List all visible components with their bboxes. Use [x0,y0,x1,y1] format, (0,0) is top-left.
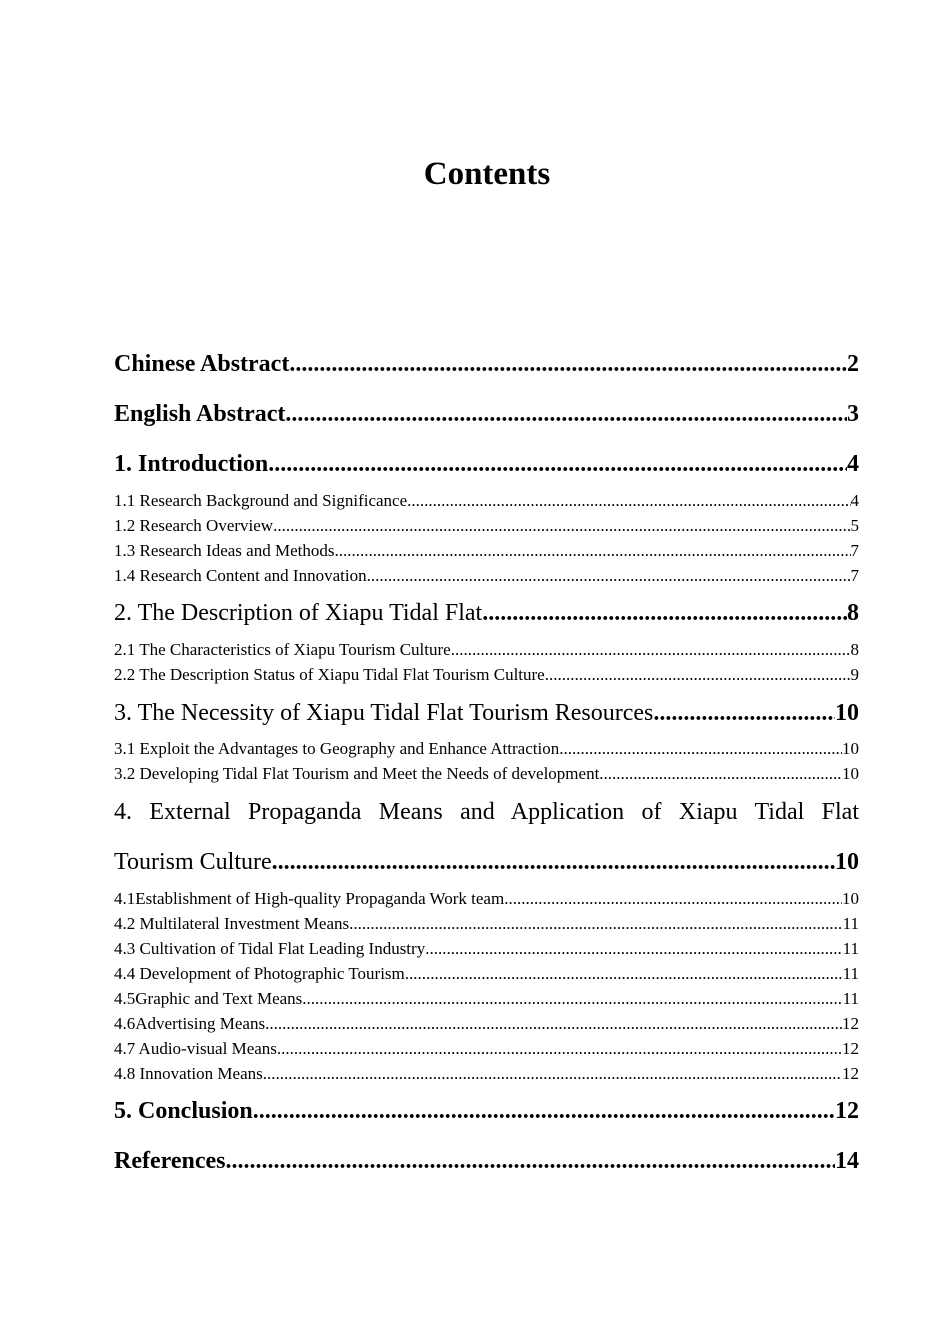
toc-entry-page: 12 [842,1064,859,1083]
dot-leader [263,1063,842,1085]
toc-entry-page: 2 [847,351,859,377]
dot-leader [599,763,842,785]
toc-entry-page: 11 [842,964,859,983]
dot-leader [482,598,847,628]
toc-entry-page: 4 [847,451,859,477]
toc-entry-1-4[interactable] [114,565,859,587]
toc-entry-page: 11 [842,914,859,933]
toc-entry-page: 3 [847,401,859,427]
toc-entry-label: 1.3 Research Ideas and Methods [114,541,335,560]
dot-leader [334,540,850,562]
toc-entry-4-6[interactable] [114,1013,859,1035]
toc-entry-4-5[interactable] [114,988,859,1010]
toc-entry-1-2[interactable] [114,515,859,537]
toc-entry-label: 4.2 Multilateral Investment Means [114,914,350,933]
toc-entry-label: 4.8 Innovation Means [114,1064,263,1083]
toc-entry-page: 10 [835,700,859,726]
toc-entry-label: 3.2 Developing Tidal Flat Tourism and Meet the Needs of development [114,764,600,783]
toc-entry-page: 4 [850,491,859,510]
dot-leader [302,988,842,1010]
toc-entry-1-3[interactable] [114,540,859,562]
toc-entry-page: 12 [835,1098,859,1124]
dot-leader [504,888,842,910]
dot-leader [405,963,843,985]
dot-leader [349,913,843,935]
toc-entry-label: 2.1 The Characteristics of Xiapu Tourism Culture [114,640,451,659]
toc-entry-label: 4.3 Cultivation of Tidal Flat Leading Industry [114,939,426,958]
toc-entry-page: 11 [842,989,859,1008]
toc-entry-2-2[interactable] [114,664,859,686]
toc-entry-necessity[interactable] [114,698,859,728]
dot-leader [545,664,851,686]
toc-entry-page: 10 [842,764,859,783]
dot-leader [559,738,842,760]
toc-entry-introduction[interactable] [114,449,859,479]
toc-entry-label: 2.2 The Description Status of Xiapu Tidal Flat Tourism Culture [114,665,545,684]
dot-leader [367,565,851,587]
dot-leader [226,1146,836,1176]
dot-leader [425,938,842,960]
toc-entry-4-4[interactable] [114,963,859,985]
toc-entry-conclusion[interactable] [114,1096,859,1126]
toc-entry-4-1[interactable] [114,888,859,910]
toc-entry-2-1[interactable] [114,639,859,661]
dot-leader [277,1038,842,1060]
toc-entry-page: 14 [835,1148,859,1174]
toc-entry-page: 11 [842,939,859,958]
toc-entry-page: 7 [850,566,859,585]
dot-leader [451,639,851,661]
toc-entry-label: 4.6Advertising Means [114,1014,266,1033]
dot-leader [268,449,847,479]
toc-entry-label: 4.5Graphic and Text Means [114,989,303,1008]
toc-entry-label: 5. Conclusion [114,1098,253,1124]
toc-entry-label: References [114,1148,226,1174]
dot-leader [273,515,850,537]
page-title: Contents [423,156,551,192]
toc-entry-label: 1.1 Research Background and Significance [114,491,408,510]
toc-entry-label: 3. The Necessity of Xiapu Tidal Flat Tourism Resources [114,700,654,726]
toc-entry-label: Chinese Abstract [114,351,290,377]
dot-leader [407,490,850,512]
toc-entry-3-1[interactable] [114,738,859,760]
toc-entry-label: 1.2 Research Overview [114,516,274,535]
toc-entry-label: 4.7 Audio-visual Means [114,1039,277,1058]
toc-entry-4-7[interactable] [114,1038,859,1060]
toc-entry-page: 9 [850,665,859,684]
toc-entry-chinese-abstract[interactable] [114,349,859,379]
toc-entry-page: 8 [847,600,859,626]
toc-entry-label: 2. The Description of Xiapu Tidal Flat [114,600,483,626]
dot-leader [289,349,847,379]
toc-entry-label: 1. Introduction [114,451,269,477]
toc-entry-page: 10 [835,849,859,875]
toc-entry-4-8[interactable] [114,1063,859,1085]
toc-entry-page: 7 [850,541,859,560]
toc-entry-label: 4.1Establishment of High-quality Propaganda Work team [114,889,505,908]
toc-entry-3-2[interactable] [114,763,859,785]
toc-entry-label: English Abstract [114,401,286,427]
toc-entry-label: Tourism Culture [114,849,272,875]
toc-entry-page: 12 [842,1014,859,1033]
toc-entry-external-propaganda-line1[interactable]: 4. External Propaganda Means and Application of Xiapu Tidal Flat [114,799,859,825]
toc-entry-label: 1.4 Research Content and Innovation [114,566,367,585]
toc-entry-page: 12 [842,1039,859,1058]
toc-entry-4-3[interactable] [114,938,859,960]
dot-leader [285,399,847,429]
toc-entry-4-2[interactable] [114,913,859,935]
dot-leader [653,698,835,728]
toc-entry-page: 10 [842,889,859,908]
toc-entry-page: 10 [842,739,859,758]
toc-entry-label: 4.4 Development of Photographic Tourism [114,964,405,983]
toc-entry-page: 5 [850,516,859,535]
toc-entry-1-1[interactable] [114,490,859,512]
toc-entry-external-propaganda-line2[interactable] [114,847,859,877]
toc-entry-description-xiapu[interactable] [114,598,859,628]
toc-entry-references[interactable] [114,1146,859,1176]
dot-leader [272,847,835,877]
toc-entry-label: 3.1 Exploit the Advantages to Geography and Enhance Attraction [114,739,560,758]
dot-leader [265,1013,842,1035]
toc-entry-page: 8 [850,640,859,659]
toc-entry-english-abstract[interactable] [114,399,859,429]
dot-leader [253,1096,835,1126]
